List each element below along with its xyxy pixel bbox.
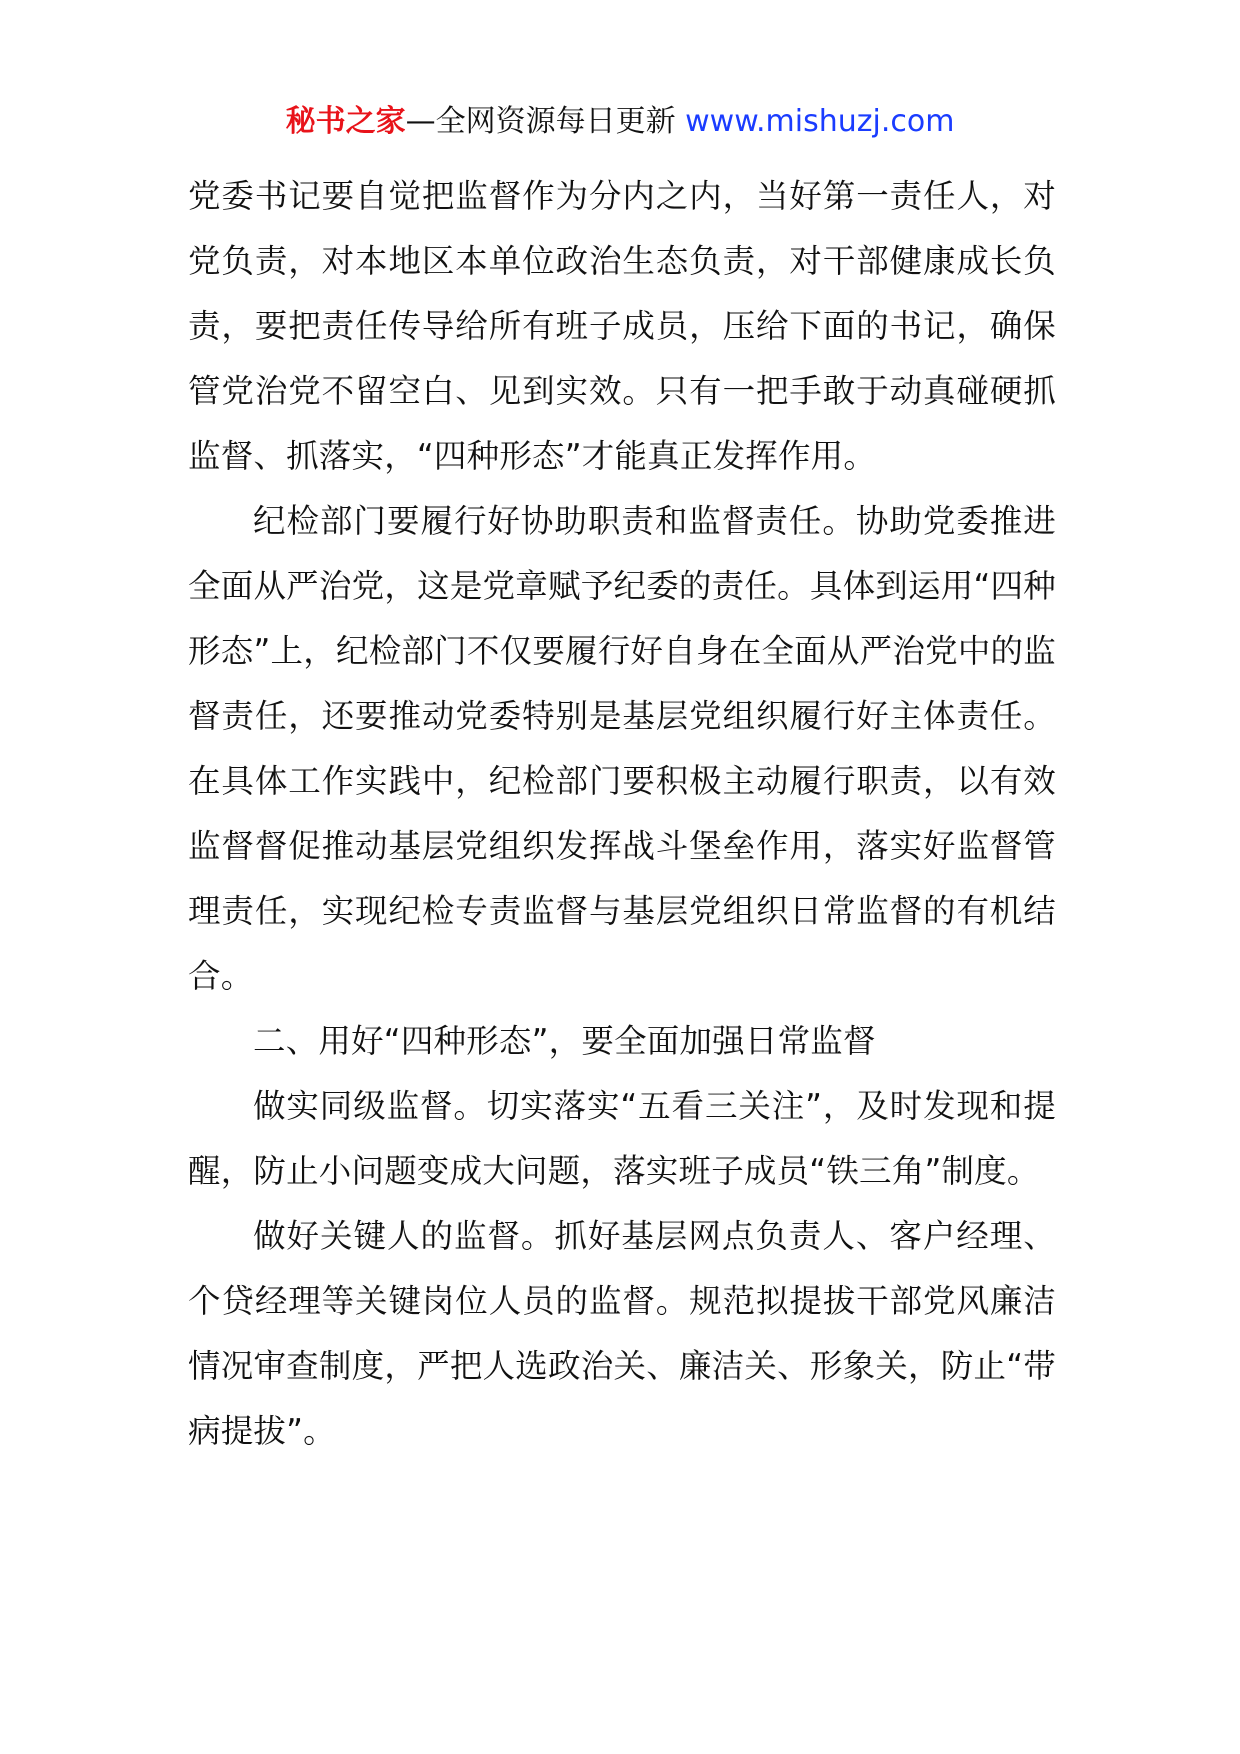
document-body	[188, 164, 1056, 1464]
paragraph: 纪检部门要履行好协助职责和监督责任。协助党委推进全面从严治党，这是党章赋予纪委的责任。具体到运用“四种形态”上，纪检部门不仅要履行好自身在全面从严治党中的监督责任，还要推动党委特别是基层党组织履行好主体责任。在具体工作实践中，纪检部门要积极主动履行职责，以有效监督督促推动基层党组织发挥战斗堡垒作用，落实好监督管理责任，实现纪检专责监督与基层党组织日常监督的有机结合。	[188, 502, 1056, 995]
paragraph: 做实同级监督。切实落实“五看三关注”，及时发现和提醒，防止小问题变成大问题，落实班子成员“铁三角”制度。	[188, 1087, 1056, 1190]
section-heading: 二、用好“四种形态”，要全面加强日常监督	[253, 1022, 876, 1060]
site-brand: 秘书之家	[285, 104, 406, 139]
paragraph: 做好关键人的监督。抓好基层网点负责人、客户经理、个贷经理等关键岗位人员的监督。规范拟提拔干部党风廉洁情况审查制度，严把人选政治关、廉洁关、形象关，防止“带病提拔”。	[188, 1217, 1056, 1450]
site-url-link[interactable]: www.mishuzj.com	[685, 104, 955, 139]
paragraph: 党委书记要自觉把监督作为分内之内，当好第一责任人，对党负责，对本地区本单位政治生态负责，对干部健康成长负责，要把责任传导给所有班子成员，压给下面的书记，确保管党治党不留空白、见到实效。只有一把手敢于动真碰硬抓监督、抓落实，“四种形态”才能真正发挥作用。	[188, 177, 1056, 475]
site-header	[0, 100, 1240, 144]
site-tagline: —全网资源每日更新	[405, 104, 686, 139]
